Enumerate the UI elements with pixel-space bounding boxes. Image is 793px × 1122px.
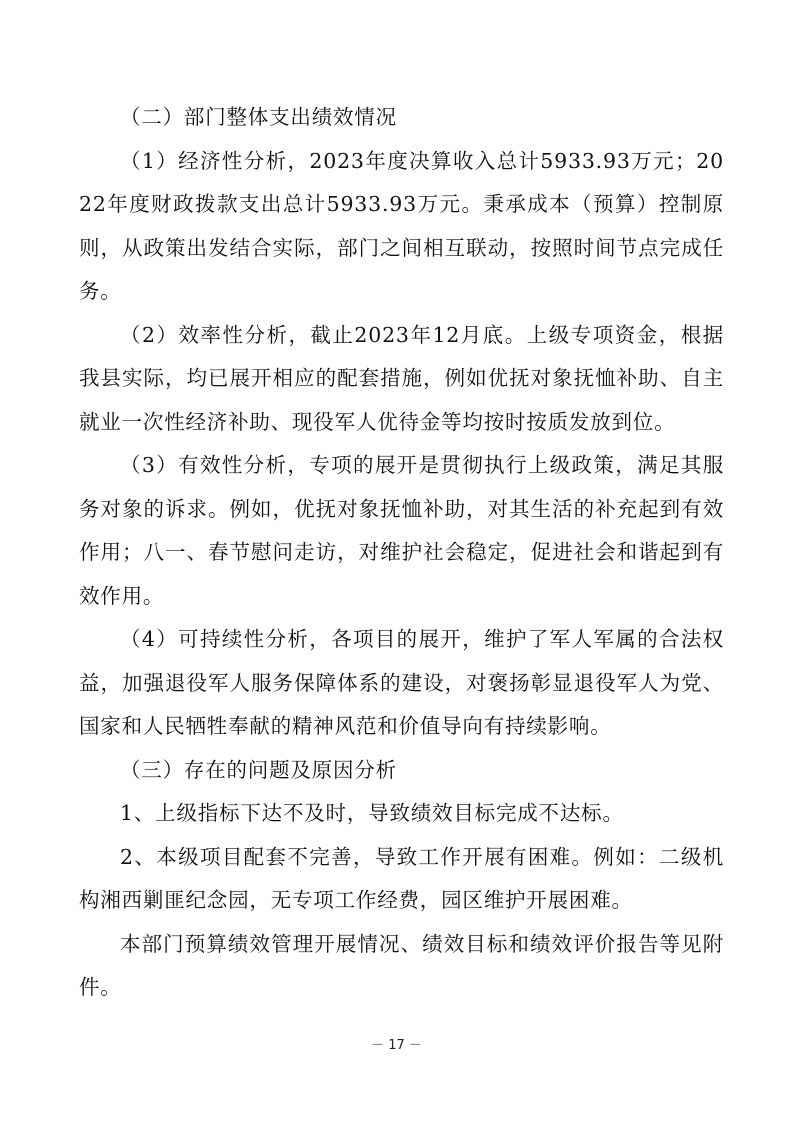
paragraph-efficiency-analysis: （2）效率性分析，截止2023年12月底。上级专项资金，根据我县实际，均已展开相应的配套措施，例如优抚对象抚恤补助、自主就业一次性经济补助、现役军人优待金等均按时按质发放到位。 (79, 322, 724, 434)
section-heading-overall-expenditure: （二）部门整体支出绩效情况 (120, 105, 397, 129)
paragraph-effectiveness-analysis: （3）有效性分析，专项的展开是贯彻执行上级政策，满足其服务对象的诉求。例如，优抚对象抚恤补助，对其生活的补充起到有效作用；八一、春节慰问走访，对维护社会稳定，促进社会和谐起到有效作用。 (79, 453, 724, 608)
paragraph-problem-1: 1、上级指标下达不及时，导致绩效目标完成不达标。 (120, 801, 624, 825)
document-body (79, 96, 724, 1010)
page-number: － 17 － (371, 1038, 422, 1053)
section-heading-problems: （三）存在的问题及原因分析 (120, 757, 397, 782)
paragraph-economy-analysis: （1）经济性分析，2023年度决算收入总计5933.93万元；2022年度财政拨款支出总计5933.93万元。秉承成本（预算）控制原则，从政策出发结合实际，部门之间相互联动，按照时间节点完成任务。 (79, 148, 724, 303)
paragraph-attachment-note: 本部门预算绩效管理开展情况、绩效目标和绩效评价报告等见附件。 (79, 931, 724, 999)
paragraph-sustainability-analysis: （4）可持续性分析，各项目的展开，维护了军人军属的合法权益，加强退役军人服务保障体系的建设，对褒扬彰显退役军人为党、国家和人民牺牲奉献的精神风范和价值导向有持续影响。 (79, 627, 724, 738)
paragraph-problem-2: 2、本级项目配套不完善，导致工作开展有困难。例如：二级机构湘西剿匪纪念园，无专项工作经费，园区维护开展困难。 (79, 844, 724, 912)
